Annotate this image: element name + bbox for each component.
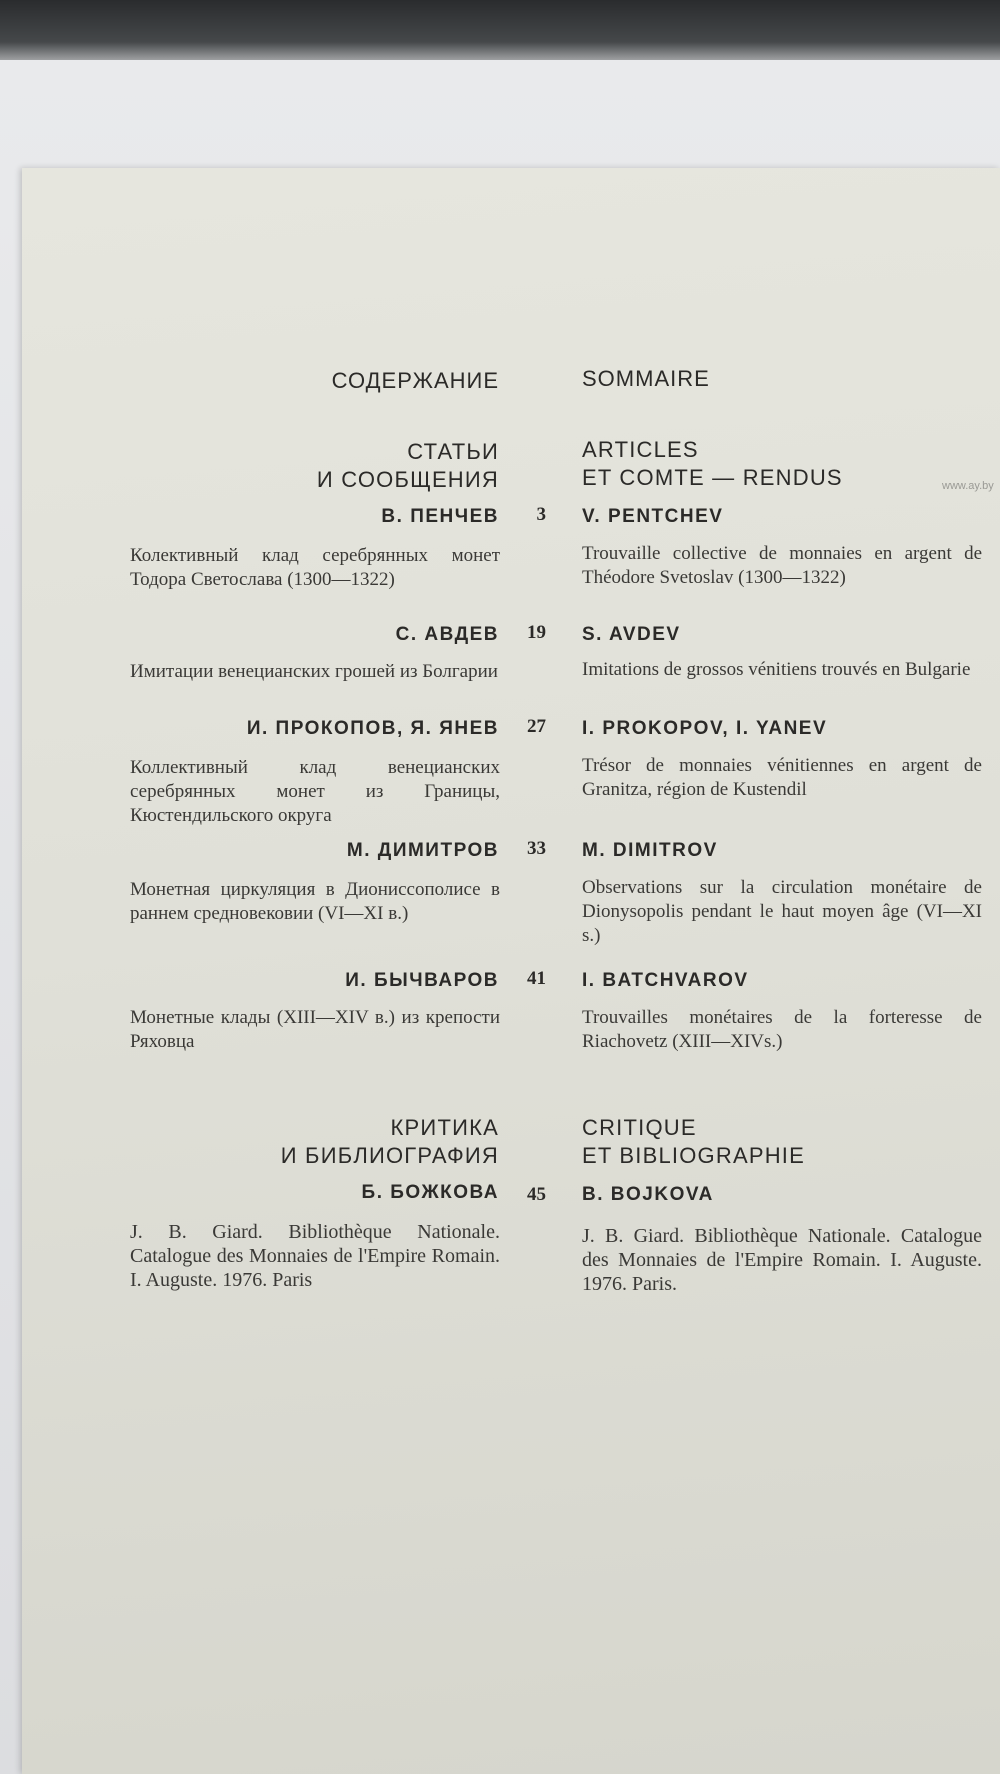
entry-title-fr: Trouvailles monétaires de la forteresse de Riachovetz (XIII—XIVs.) xyxy=(582,1007,982,1052)
section-critique-fr xyxy=(582,1114,805,1170)
entry-page-number: 3 xyxy=(536,504,546,525)
entry-title-fr: Trouvaille collective de monnaies en argent de Théodore Svetoslav (1300—1322) xyxy=(582,543,982,588)
entry-author-fr: I. BATCHVAROV xyxy=(582,970,749,991)
entry-author-fr: S. AVDEV xyxy=(582,624,681,645)
entry-page-number: 41 xyxy=(527,968,546,989)
entry-title-ru: Коллективный клад венецианских серебрянных монет из Границы, Кюстендильского округа xyxy=(130,757,500,826)
entry-author-ru: В. ПЕНЧЕВ xyxy=(381,506,499,527)
entry-author-ru: Б. БОЖКОВА xyxy=(361,1182,499,1203)
entry-author-ru: С. АВДЕВ xyxy=(395,624,499,645)
entry-page-number: 19 xyxy=(527,622,546,643)
entry-page-number: 33 xyxy=(527,838,546,859)
entry-page-number: 27 xyxy=(527,716,546,737)
entry-title-fr: J. B. Giard. Bibliothèque Nationale. Catalogue des Monnaies de l'Empire Romain. I. Auguste. 1976. Paris. xyxy=(582,1225,982,1295)
entry-title-ru: Колективный клад серебрянных монет Тодора Светослава (1300—1322) xyxy=(130,545,500,590)
entry-author-fr: M. DIMITROV xyxy=(582,840,718,861)
heading-ru: СОДЕРЖАНИЕ xyxy=(331,368,499,393)
watermark-text: www.ay.by xyxy=(942,480,994,492)
entry-title-fr: Observations sur la circulation monétaire de Dionysopolis pendant le haut moyen âge (VI—XI s.) xyxy=(582,877,982,946)
entry-title-ru: J. B. Giard. Bibliothèque Nationale. Catalogue des Monnaies de l'Empire Romain. I. Auguste. 1976. Paris xyxy=(130,1221,500,1291)
entry-author-ru: И. ПРОКОПОВ, Я. ЯНЕВ xyxy=(246,718,499,739)
section-line: ARTICLES xyxy=(582,437,699,462)
entry-title-ru: Имитации венецианских грошей из Болгарии xyxy=(130,661,498,682)
section-line: КРИТИКА xyxy=(390,1115,499,1140)
section-line: И СООБЩЕНИЯ xyxy=(316,467,499,492)
section-articles-ru xyxy=(114,438,499,494)
entry-title-ru: Монетные клады (XIII—XIV в.) из крепости Ряховца xyxy=(130,1007,500,1052)
entry-title-ru: Монетная циркуляция в Дионисcополисе в раннем средновековии (VI—XI в.) xyxy=(130,879,500,924)
section-line: ET BIBLIOGRAPHIE xyxy=(582,1143,805,1168)
section-line: И БИБЛИОГРАФИЯ xyxy=(280,1143,499,1168)
entry-page-number: 45 xyxy=(527,1184,546,1205)
document-page xyxy=(22,168,1000,1774)
section-line: ET COMTE — RENDUS xyxy=(582,465,843,490)
entry-author-fr: B. BOJKOVA xyxy=(582,1184,714,1205)
section-line: СТАТЬИ xyxy=(407,439,499,464)
entry-author-fr: I. PROKOPOV, I. YANEV xyxy=(582,718,828,739)
entry-author-fr: V. PENTCHEV xyxy=(582,506,724,527)
section-articles-fr xyxy=(582,436,843,492)
entry-author-ru: И. БЫЧВАРОВ xyxy=(345,970,499,991)
section-critique-ru xyxy=(114,1114,499,1170)
section-line: CRITIQUE xyxy=(582,1115,697,1140)
entry-title-fr: Imitations de grossos vénitiens trouvés en Bulgarie xyxy=(582,659,971,680)
entry-title-fr: Trésor de monnaies vénitiennes en argent de Granitza, région de Kustendil xyxy=(582,755,982,800)
entry-author-ru: М. ДИМИТРОВ xyxy=(346,840,499,861)
heading-fr: SOMMAIRE xyxy=(582,366,710,391)
